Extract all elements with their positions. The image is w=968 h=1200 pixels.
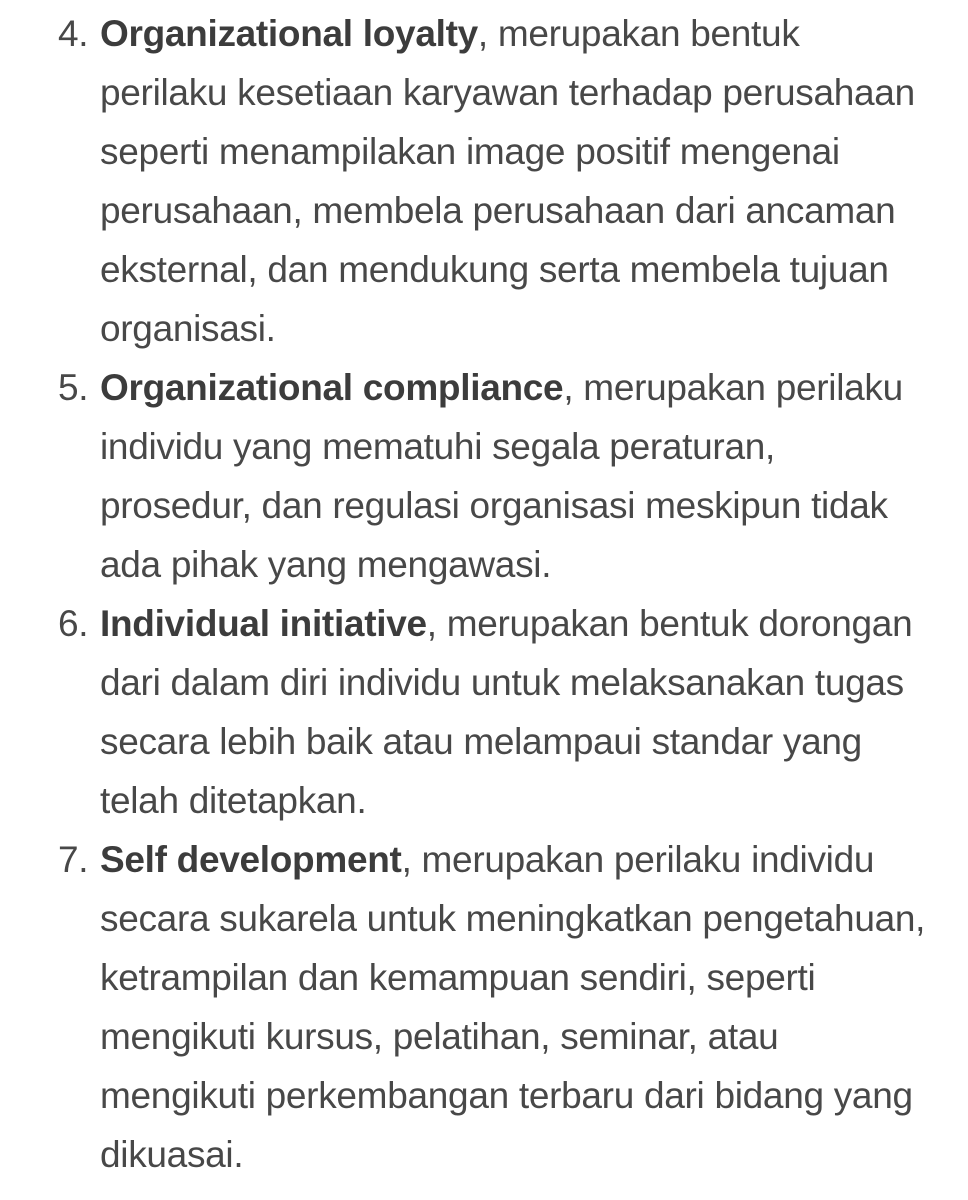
- list-item: [0, 830, 968, 1184]
- list-description: , merupakan perilaku individu secara sukarela untuk meningkatkan pengetahuan, ketrampilan dan kemampuan sendiri, seperti mengikuti kursus, pelatihan, seminar, atau mengikuti perkembangan terbaru dari bidang yang dikuasai.: [100, 839, 926, 1175]
- list-description: , merupakan bentuk dorongan dari dalam diri individu untuk melaksanakan tugas secara lebih baik atau melampaui standar yang telah ditetapkan.: [100, 603, 913, 821]
- list-item: [0, 4, 968, 358]
- list-item: [0, 594, 968, 830]
- list-description: , merupakan perilaku individu yang mematuhi segala peraturan, prosedur, dan regulasi organisasi meskipun tidak ada pihak yang mengawasi.: [100, 367, 903, 585]
- list-item: [0, 358, 968, 594]
- list-term: Organizational compliance: [100, 367, 564, 408]
- numbered-list: [0, 4, 968, 1184]
- list-description: , merupakan bentuk perilaku kesetiaan karyawan terhadap perusahaan seperti menampilakan image positif mengenai perusahaan, membela perusahaan dari ancaman eksternal, dan mendukung serta membela tujuan organisasi.: [100, 13, 915, 349]
- list-term: Individual initiative: [100, 603, 427, 644]
- list-number: 5.: [58, 367, 89, 408]
- list-number: 7.: [58, 839, 89, 880]
- list-term: Self development: [100, 839, 402, 880]
- list-term: Organizational loyalty: [100, 13, 478, 54]
- list-number: 6.: [58, 603, 89, 644]
- list-number: 4.: [58, 13, 89, 54]
